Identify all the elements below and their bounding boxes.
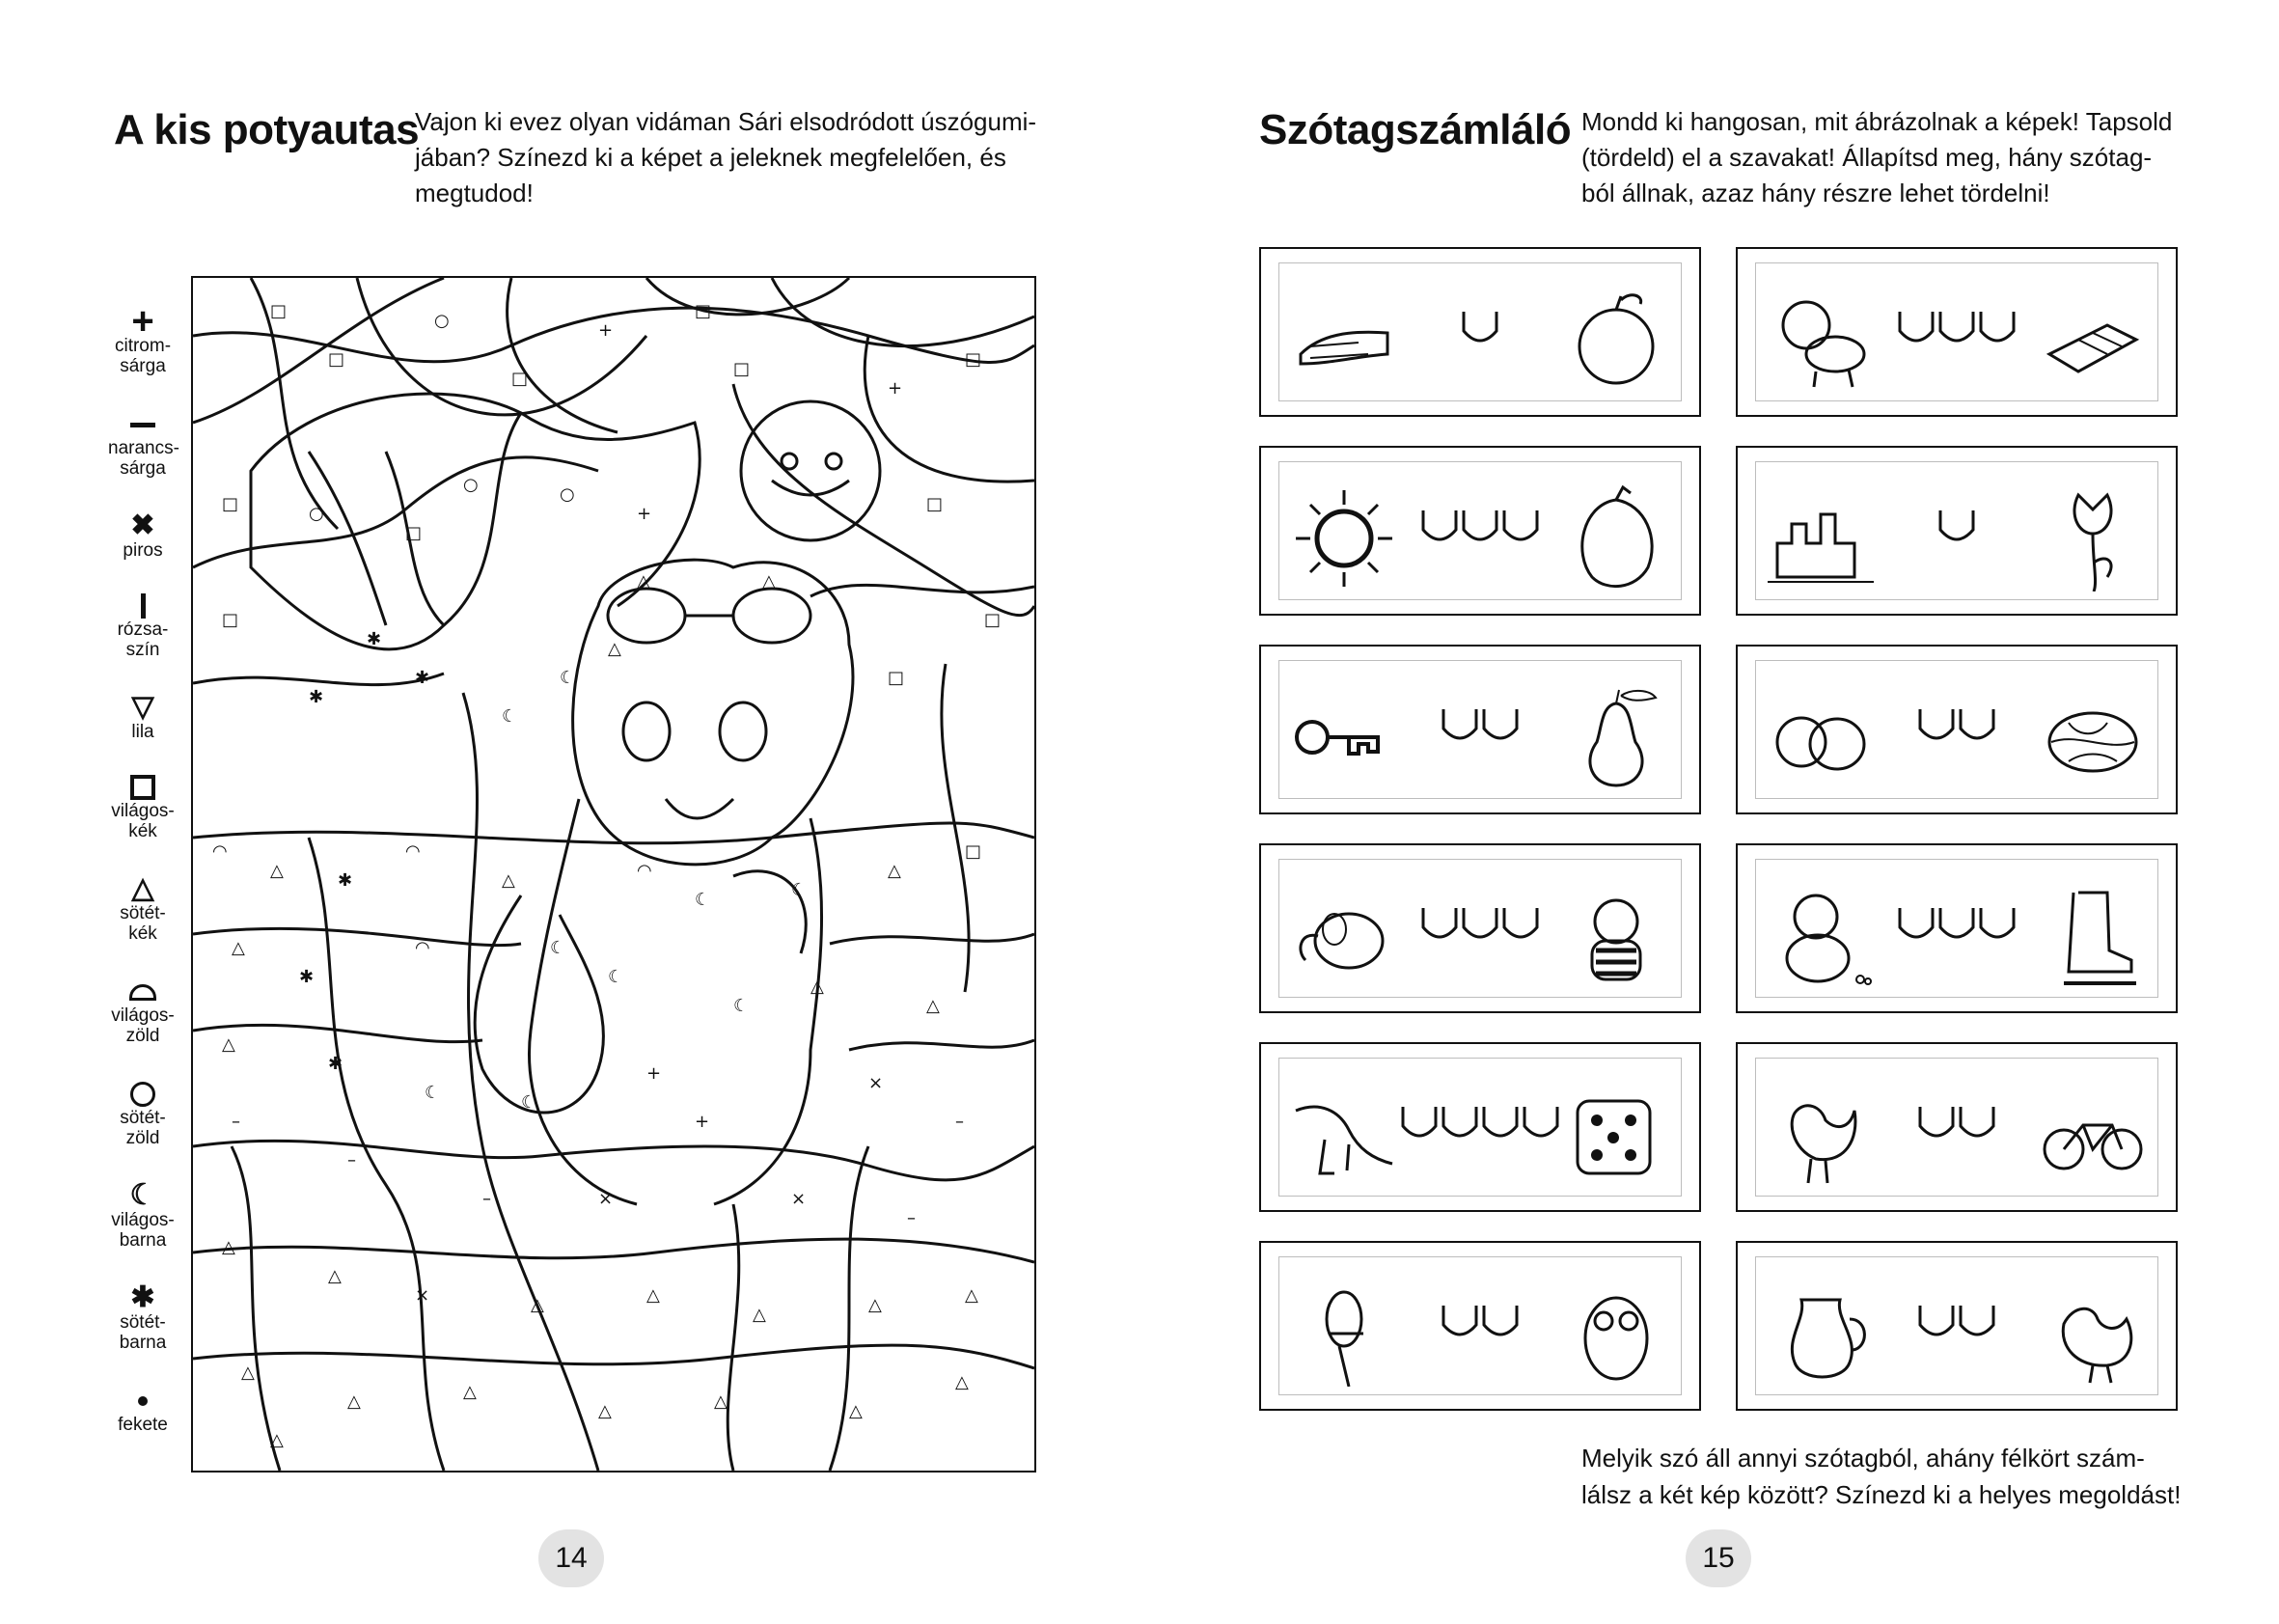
svg-text:△: △ <box>222 1034 235 1055</box>
svg-text:△: △ <box>502 870 515 891</box>
bicycle-icon[interactable] <box>2040 1082 2146 1188</box>
svg-text:+: + <box>695 1112 710 1132</box>
apple-icon[interactable] <box>1563 287 1669 393</box>
svg-text:+: + <box>598 320 614 341</box>
svg-text:○: ○ <box>560 484 575 505</box>
syllable-card[interactable] <box>1736 645 2178 814</box>
svg-text:△: △ <box>868 1295 882 1315</box>
page-title: Szótagszámláló <box>1259 106 1572 153</box>
card-inner-frame <box>1278 1256 1682 1395</box>
svg-text:○: ○ <box>463 475 479 495</box>
svg-text:△: △ <box>637 571 650 592</box>
right-page <box>1140 0 2279 1624</box>
svg-text:□: □ <box>888 668 905 688</box>
svg-text:–: – <box>482 1189 491 1209</box>
page-number: 15 <box>1686 1529 1751 1587</box>
card-inner-frame <box>1755 1058 2158 1197</box>
pepper-icon[interactable] <box>1563 485 1669 592</box>
circle-icon <box>108 1079 178 1108</box>
svg-text:◠: ◠ <box>637 861 652 881</box>
svg-text:–: – <box>955 1112 964 1132</box>
legend-item-sotetzold: sötét- zöld <box>108 1079 178 1148</box>
svg-text:☾: ☾ <box>560 668 576 688</box>
legend-item-vilagoszold: világos- zöld <box>108 977 178 1046</box>
svg-text:△: △ <box>232 938 245 958</box>
intro-text: Mondd ki hangosan, mit ábrázolnak a képek! Tapsold (tördeld) el a szavakat! Állapítsd meg, hány szótag- ból állnak, azaz hány részre lehet tördelni! <box>1581 107 2173 207</box>
walnut-icon[interactable] <box>2040 684 2146 790</box>
svg-text:×: × <box>415 1285 430 1306</box>
card-inner-frame <box>1755 262 2158 401</box>
svg-text:△: △ <box>270 861 284 881</box>
syllable-card[interactable] <box>1259 446 1701 616</box>
bar-icon <box>108 591 178 619</box>
card-inner-frame <box>1278 262 1682 401</box>
asterisk-icon: ✱ <box>130 1281 155 1313</box>
crescent-icon: ☾ <box>129 1179 156 1211</box>
card-inner-frame <box>1755 660 2158 799</box>
svg-text:△: △ <box>347 1391 361 1412</box>
svg-text:□: □ <box>926 494 944 514</box>
svg-text:□: □ <box>695 301 712 321</box>
svg-text:☾: ☾ <box>521 1092 537 1113</box>
svg-text:×: × <box>598 1189 614 1209</box>
svg-text:△: △ <box>955 1372 969 1392</box>
svg-text:□: □ <box>965 841 982 862</box>
svg-text:□: □ <box>984 610 1002 630</box>
tulip-icon[interactable] <box>2040 485 2146 592</box>
pear-icon[interactable] <box>1563 684 1669 790</box>
svg-text:–: – <box>347 1150 356 1170</box>
page-number: 14 <box>538 1529 604 1587</box>
svg-text:✱: ✱ <box>338 870 353 891</box>
svg-text:☾: ☾ <box>608 967 624 987</box>
legend-item-vilagoskek: világos- kék <box>108 772 178 841</box>
svg-text:□: □ <box>965 349 982 370</box>
dice-icon[interactable] <box>1563 1082 1669 1188</box>
syllable-card[interactable] <box>1736 1241 2178 1411</box>
svg-text:△: △ <box>849 1401 863 1421</box>
svg-text:☾: ☾ <box>791 880 808 900</box>
svg-text:△: △ <box>646 1285 660 1306</box>
svg-text:△: △ <box>531 1295 544 1315</box>
svg-text:✱: ✱ <box>367 629 382 649</box>
card-inner-frame <box>1755 859 2158 998</box>
svg-text:□: □ <box>222 610 239 630</box>
legend-item-sotetbarna: ✱ sötét- barna <box>108 1283 178 1353</box>
legend-item-narancssarga: narancs- sárga <box>108 409 178 479</box>
svg-text:×: × <box>868 1073 884 1093</box>
svg-text:△: △ <box>608 639 621 659</box>
svg-text:◠: ◠ <box>405 841 421 862</box>
chocolate-icon[interactable] <box>2040 287 2146 393</box>
card-inner-frame <box>1278 859 1682 998</box>
svg-text:–: – <box>907 1208 916 1228</box>
svg-text:+: + <box>637 504 652 524</box>
triangle-up-icon: △ <box>131 872 154 904</box>
svg-text:△: △ <box>598 1401 612 1421</box>
triangle-down-icon: ▽ <box>131 691 154 723</box>
svg-text:✱: ✱ <box>415 668 430 688</box>
intro-text: Vajon ki evez olyan vidáman Sári elsodródott úszógumi- jában? Színezd ki a képet a jeleknek megfelelően, és megtudod! <box>415 107 1037 207</box>
syllable-card[interactable] <box>1259 843 1701 1013</box>
legend-item-sotetkek: △ sötét- kék <box>108 874 178 944</box>
svg-text:✱: ✱ <box>299 967 315 987</box>
hen-icon[interactable] <box>2040 1280 2146 1387</box>
syllable-card[interactable] <box>1736 247 2178 417</box>
svg-text:○: ○ <box>434 311 450 331</box>
syllable-card[interactable] <box>1736 1042 2178 1212</box>
ice-skate-icon[interactable] <box>2040 883 2146 989</box>
svg-text:+: + <box>646 1063 662 1084</box>
svg-text:○: ○ <box>309 504 324 524</box>
svg-text:△: △ <box>241 1363 255 1383</box>
svg-text:–: – <box>232 1112 240 1132</box>
card-inner-frame <box>1755 1256 2158 1395</box>
syllable-card[interactable] <box>1259 645 1701 814</box>
svg-text:△: △ <box>328 1266 342 1286</box>
svg-text:△: △ <box>762 571 776 592</box>
square-icon <box>108 772 178 801</box>
syllable-card[interactable] <box>1259 1042 1701 1212</box>
svg-text:×: × <box>791 1189 807 1209</box>
svg-text:□: □ <box>511 369 529 389</box>
svg-text:△: △ <box>753 1305 766 1325</box>
svg-text:△: △ <box>463 1382 477 1402</box>
svg-text:+: + <box>888 378 903 399</box>
svg-text:□: □ <box>733 359 751 379</box>
color-by-symbol-picture <box>191 276 1036 1473</box>
plus-icon: + <box>131 300 154 343</box>
dot-icon <box>108 1386 178 1415</box>
card-inner-frame <box>1278 660 1682 799</box>
svg-text:☾: ☾ <box>733 996 750 1016</box>
semicircle-icon <box>108 977 178 1005</box>
svg-text:◠: ◠ <box>212 841 228 862</box>
svg-text:☾: ☾ <box>550 938 566 958</box>
tiger-icon[interactable] <box>1563 883 1669 989</box>
dash-icon <box>108 409 178 438</box>
svg-text:□: □ <box>270 301 288 321</box>
svg-text:△: △ <box>222 1237 235 1257</box>
card-inner-frame <box>1755 461 2158 600</box>
svg-text:□: □ <box>222 494 239 514</box>
svg-text:◠: ◠ <box>415 938 430 958</box>
svg-text:☾: ☾ <box>502 706 518 727</box>
legend-item-rozsaszin: rózsa- szín <box>108 591 178 660</box>
svg-text:□: □ <box>405 523 423 543</box>
owl-icon[interactable] <box>1563 1280 1669 1387</box>
svg-text:✱: ✱ <box>328 1054 343 1074</box>
svg-text:△: △ <box>270 1430 284 1450</box>
legend-item-piros: ✖ piros <box>108 511 178 561</box>
legend-item-citromsarga: + citrom- sárga <box>108 307 178 376</box>
svg-text:△: △ <box>714 1391 728 1412</box>
cross-icon: ✖ <box>130 509 155 541</box>
legend-item-fekete: fekete <box>108 1386 178 1435</box>
svg-text:△: △ <box>810 977 824 997</box>
syllable-card[interactable] <box>1736 843 2178 1013</box>
svg-text:☾: ☾ <box>695 890 711 910</box>
svg-text:△: △ <box>888 861 901 881</box>
svg-text:✱: ✱ <box>309 687 324 707</box>
legend-item-vilagosbarna: ☾ világos- barna <box>108 1181 178 1251</box>
coloring-lineart <box>193 278 1034 1471</box>
svg-text:□: □ <box>328 349 345 370</box>
card-inner-frame <box>1278 461 1682 600</box>
syllable-card[interactable] <box>1259 247 1701 417</box>
svg-text:△: △ <box>926 996 940 1016</box>
syllable-card[interactable] <box>1259 1241 1701 1411</box>
page-title: A kis potyautas <box>114 106 420 153</box>
legend-item-lila: ▽ lila <box>108 693 178 742</box>
svg-text:△: △ <box>965 1285 978 1306</box>
svg-text:☾: ☾ <box>425 1083 441 1103</box>
outro-text: Melyik szó áll annyi szótagból, ahány félkört szám- lálsz a két kép között? Színezd ki a helyes megoldást! <box>1581 1444 2182 1509</box>
card-inner-frame <box>1278 1058 1682 1197</box>
syllable-card[interactable] <box>1736 446 2178 616</box>
